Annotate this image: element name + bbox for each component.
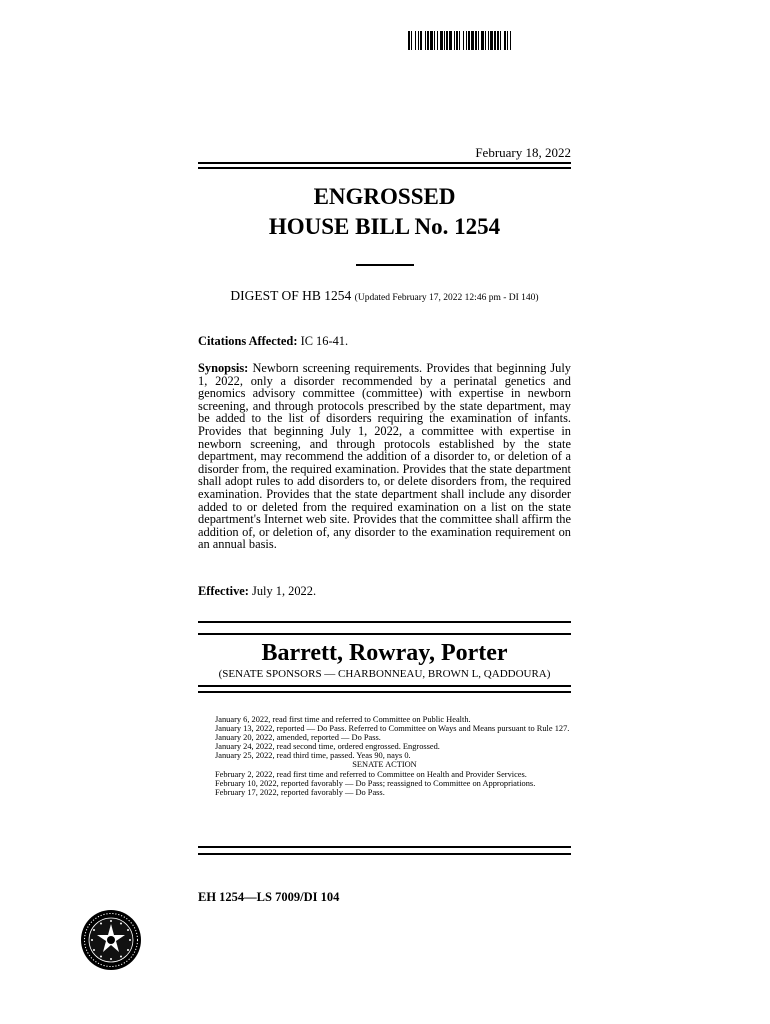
citations-value: IC 16-41. (300, 334, 349, 348)
effective-label: Effective: (198, 584, 249, 598)
divider (198, 685, 571, 687)
divider (198, 162, 571, 164)
citations-label: Citations Affected: (198, 334, 298, 348)
digest-title: DIGEST OF HB 1254 (230, 288, 352, 303)
bill-title-line1: ENGROSSED (313, 184, 456, 209)
history-entry: January 25, 2022, read third time, passed. Yeas 90, nays 0. (215, 751, 411, 761)
short-divider (356, 264, 414, 266)
citations-affected (198, 335, 571, 348)
digest-heading (198, 288, 571, 304)
history-entry: February 10, 2022, reported favorably — Do Pass; reassigned to Committee on Appropriations. (215, 778, 536, 788)
effective-value: July 1, 2022. (252, 584, 317, 598)
divider (198, 846, 571, 848)
divider (198, 691, 571, 693)
divider (198, 167, 571, 169)
divider (198, 633, 571, 635)
divider (198, 853, 571, 855)
history-entry: February 17, 2022, reported favorably — Do Pass. (215, 787, 385, 797)
synopsis (198, 362, 571, 551)
synopsis-label: Synopsis: (198, 361, 249, 375)
digest-updated: (Updated February 17, 2022 12:46 pm - DI 140) (354, 293, 539, 303)
barcode-icon (408, 31, 588, 50)
synopsis-text: Newborn screening requirements. Provides that beginning July 1, 2022, only a disorder recommended by a perinatal genetics and genomics advisory committee (committee) with expertise in newborn screening, and through protocols prescribed by the state department, may be added to the list of disorders requiring the examination of infants. Provides that beginning July 1, 2022, a committee with expertise in newborn screening, and through protocols established by the state department, may recommend the addition of a disorder to, or deletion of a disorder from, the required examination. Provides that the state department shall adopt rules to add disorders to, or delete disorders from, the required examination. Provides that the state department shall include any disorder added to or deleted from the required examination on a list on the state department's Internet web site. Provides that the committee shall affirm the addition of, or deletion of, any disorder to the examination requirement on an annual basis. (198, 361, 571, 552)
bill-title-line2: HOUSE BILL No. 1254 (268, 214, 501, 239)
divider (198, 621, 571, 623)
effective-date (198, 585, 571, 598)
bill-date: February 18, 2022 (475, 145, 571, 160)
history-entry: January 6, 2022, read first time and referred to Committee on Public Health. (215, 715, 471, 724)
history-entry: January 13, 2022, reported — Do Pass. Referred to Committee on Ways and Means pursuant to Rule 127. (215, 724, 570, 734)
history-entry: January 24, 2022, read second time, ordered engrossed. Engrossed. (215, 742, 440, 752)
bill-identifier: EH 1254—LS 7009/DI 104 (198, 890, 340, 904)
history-entry: February 2, 2022, read first time and referred to Committee on Health and Provider Services. (215, 769, 527, 779)
senate-action-heading: SENATE ACTION (352, 760, 417, 770)
legislative-history (198, 715, 571, 797)
bill-sponsors: Barrett, Rowray, Porter (261, 640, 508, 666)
senate-sponsors: (SENATE SPONSORS — CHARBONNEAU, BROWN L, QADDOURA) (218, 668, 551, 680)
history-entry: January 20, 2022, amended, reported — Do Pass. (215, 733, 381, 743)
state-seal-icon (80, 909, 142, 971)
